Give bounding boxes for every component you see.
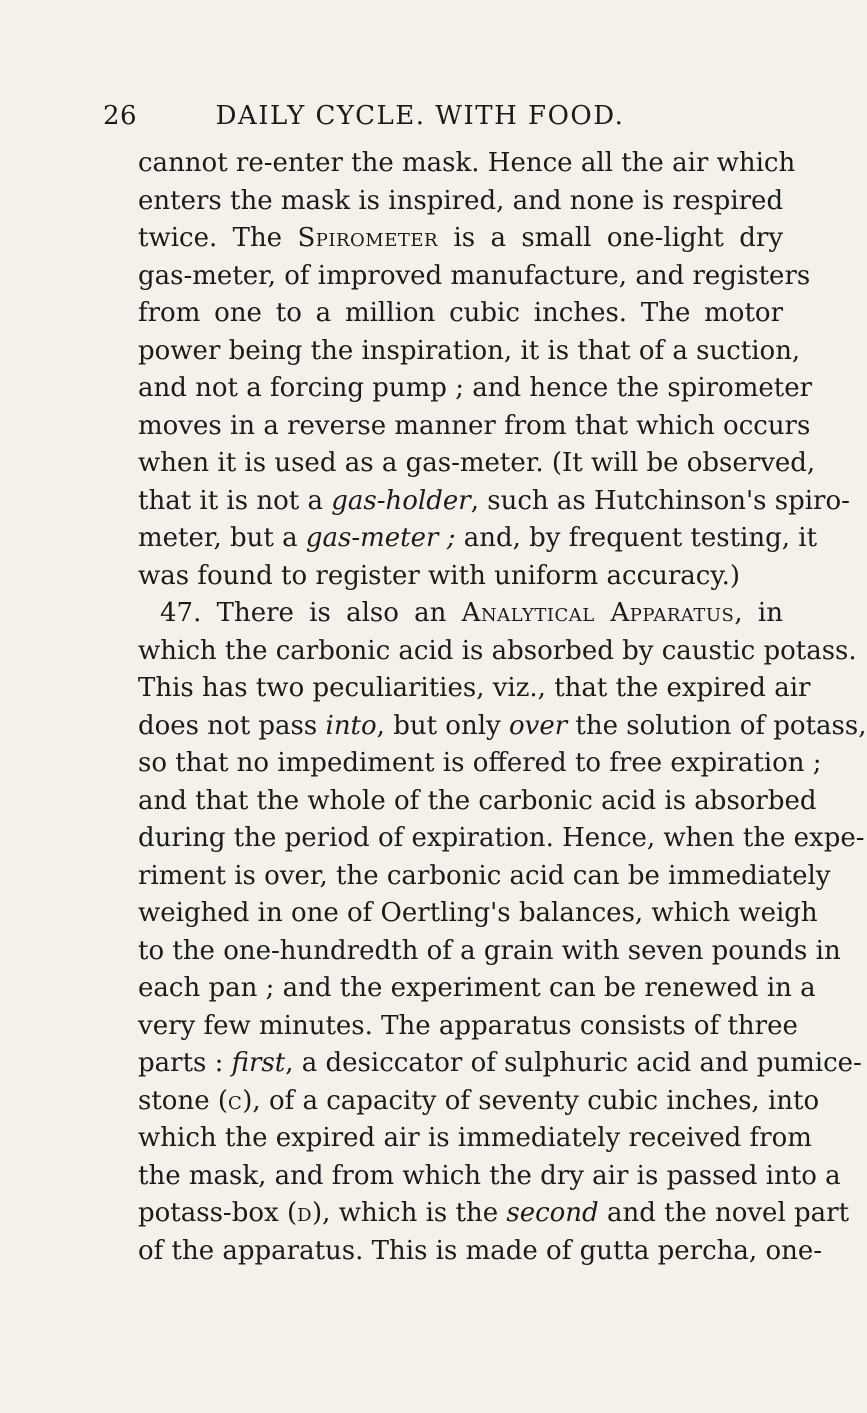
text-line: riment is over, the carbonic acid can be immediately — [138, 860, 831, 891]
italic-term: first — [231, 1048, 286, 1078]
text-line: cannot re-enter the mask. Hence all the air which — [138, 148, 796, 178]
text-line: power being the inspiration, it is that of a suction, — [138, 335, 801, 366]
italic-term: into — [325, 710, 377, 741]
small-caps-term: d — [297, 1198, 313, 1228]
text-line: of the apparatus. This is made of gutta percha, one- — [138, 1235, 823, 1266]
text-line: which the expired air is immediately received from — [138, 1123, 812, 1153]
text-line: from one to a million cubic inches. The motor — [138, 298, 783, 328]
running-head: DAILY CYCLE. WITH FOOD. — [215, 101, 625, 131]
text-line: This has two peculiarities, viz., that the expired air — [138, 673, 811, 703]
text-line: so that no impediment is offered to free expiration ; — [138, 748, 822, 778]
text-line: gas-meter, of improved manufacture, and registers — [138, 260, 811, 291]
text-line: moves in a reverse manner from that which occurs — [138, 410, 811, 441]
text-line: parts : first, a desiccator of sulphuric acid and pumice- — [138, 1048, 862, 1078]
text-line: potass-box (d), which is the second and the novel part — [138, 1198, 850, 1228]
text-line: weighed in one of Oertling's balances, which weigh — [138, 898, 818, 928]
text-line: was found to register with uniform accuracy.) — [138, 560, 741, 591]
small-caps-term: Spirometer — [297, 223, 439, 253]
text-line: very few minutes. The apparatus consists of three — [138, 1010, 798, 1041]
small-caps-term: Analytical Apparatus — [461, 598, 735, 628]
text-line: 47. There is also an Analytical Apparatus, in — [160, 598, 783, 628]
italic-term: over — [508, 710, 568, 741]
text-line: during the period of expiration. Hence, when the expe- — [138, 823, 865, 853]
page-number: 26 — [103, 101, 138, 131]
text-line: which the carbonic acid is absorbed by caustic potass. — [138, 635, 857, 666]
text-line: twice. The Spirometer is a small one-light dry — [138, 223, 784, 253]
text-line: does not pass into, but only over the solution of potass, — [138, 710, 867, 741]
text-line: when it is used as a gas-meter. (It will be observed, — [138, 448, 816, 478]
text-line: to the one-hundredth of a grain with seven pounds in — [138, 935, 841, 966]
body-text — [138, 145, 867, 1270]
text-line: enters the mask is inspired, and none is respired — [138, 185, 784, 216]
text-line: stone (c), of a capacity of seventy cubic inches, into — [138, 1085, 820, 1116]
text-line: the mask, and from which the dry air is passed into a — [138, 1160, 841, 1191]
text-line: that it is not a gas-holder, such as Hutchinson's spiro- — [138, 485, 850, 516]
text-line: and not a forcing pump ; and hence the spirometer — [138, 373, 813, 403]
italic-term: second — [506, 1198, 599, 1228]
italic-term: gas-holder — [331, 485, 471, 516]
text-line: meter, but a gas-meter ; and, by frequent testing, it — [138, 523, 818, 553]
text-line: and that the whole of the carbonic acid is absorbed — [138, 785, 817, 816]
small-caps-term: c — [227, 1085, 243, 1116]
text-line: each pan ; and the experiment can be renewed in a — [138, 973, 816, 1003]
italic-term: gas-meter ; — [305, 523, 456, 553]
